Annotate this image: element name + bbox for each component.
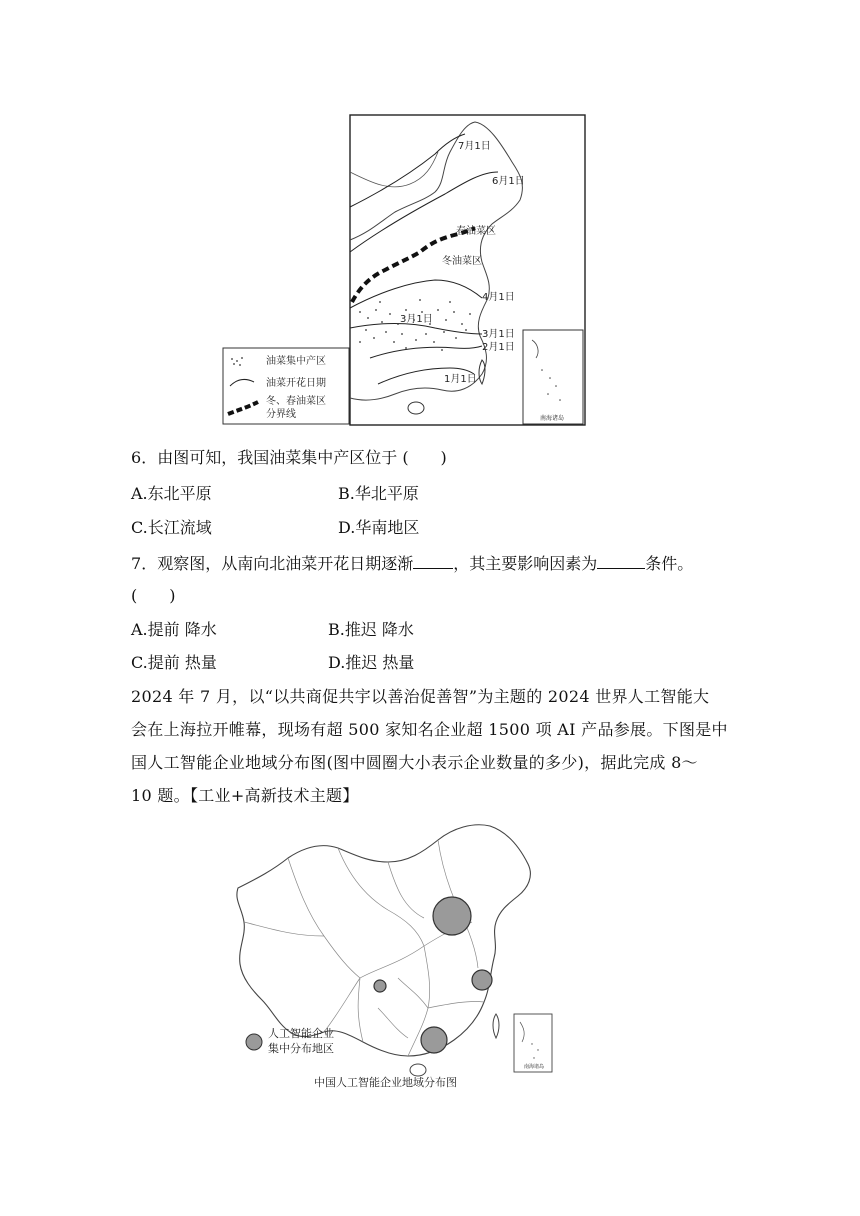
- rapeseed-flowering-map: [220, 112, 588, 428]
- question-number: 7: [131, 554, 142, 573]
- label-apr-1: 4月1日: [482, 292, 515, 303]
- question-stem-1: 观察图，从南向北油菜开花日期逐渐: [157, 554, 414, 573]
- legend-label-2: 集中分布地区: [268, 1042, 334, 1055]
- passage: [131, 680, 731, 812]
- label-mar-1-a: 3月1日: [400, 314, 433, 325]
- ai-enterprise-distribution-map: [228, 818, 558, 1094]
- question-stem: 由图可知，我国油菜集中产区位于: [157, 448, 398, 467]
- guangdong-circle: [421, 1027, 447, 1053]
- option-d[interactable]: D.推迟 热量: [328, 653, 415, 672]
- legend-area-label: 油菜集中产区: [266, 356, 326, 367]
- passage-line: 2024 年 7 月，以“以共商促共宇以善治促善智”为主题的 2024 世界人工智能大: [131, 687, 710, 706]
- option-b[interactable]: B.推迟 降水: [328, 620, 414, 639]
- question-6: 6．由图可知，我国油菜集中产区位于 ( ): [131, 448, 447, 467]
- label-jan-1: 1月1日: [444, 374, 477, 385]
- inset-label: 南海诸岛: [540, 415, 565, 422]
- label-spring-zone: 春油菜区: [456, 226, 496, 237]
- label-jun-1: 6月1日: [492, 176, 525, 187]
- option-a[interactable]: A.提前 降水: [131, 620, 217, 639]
- legend-circle-symbol: [246, 1034, 262, 1050]
- blank-1[interactable]: [413, 552, 453, 569]
- beijing-circle: [433, 897, 471, 935]
- answer-paren: ( ): [402, 448, 447, 467]
- label-feb-1: 2月1日: [482, 342, 515, 353]
- label-mar-1-b: 3月1日: [482, 329, 515, 340]
- question-stem-3: 条件。: [645, 554, 694, 573]
- question-number: 6: [131, 448, 142, 467]
- legend-boundary-label-1: 冬、春油菜区: [266, 396, 326, 407]
- passage-line: 国人工智能企业地域分布图(图中圆圈大小表示企业数量的多少)，据此完成 8～: [131, 753, 698, 772]
- shanghai-circle: [472, 970, 492, 990]
- option-c[interactable]: C.长江流域: [131, 518, 212, 537]
- passage-line: 会在上海拉开帷幕，现场有超 500 家知名企业超 1500 项 AI 产品参展。下图是中: [131, 720, 728, 739]
- option-b[interactable]: B.华北平原: [338, 484, 419, 503]
- passage-line: 10 题。【工业+高新技术主题】: [131, 786, 359, 805]
- question-7: 7．观察图，从南向北油菜开花日期逐渐 ，其主要影响因素为 条件。: [131, 554, 694, 573]
- answer-paren: ( ): [131, 586, 176, 605]
- legend-isoline-label: 油菜开花日期: [266, 378, 326, 389]
- label-jul-1: 7月1日: [458, 141, 491, 152]
- blank-2[interactable]: [597, 552, 645, 569]
- legend-label-1: 人工智能企业: [268, 1027, 334, 1040]
- label-winter-zone: 冬油菜区: [442, 256, 482, 267]
- chengdu-circle: [374, 980, 386, 992]
- option-a[interactable]: A.东北平原: [131, 484, 212, 503]
- legend-boundary-label-2: 分界线: [266, 409, 296, 420]
- question-stem-2: ，其主要影响因素为: [453, 554, 598, 573]
- map-caption: 中国人工智能企业地域分布图: [314, 1076, 457, 1089]
- option-d[interactable]: D.华南地区: [338, 518, 420, 537]
- option-c[interactable]: C.提前 热量: [131, 653, 217, 672]
- inset-label: 南海诸岛: [524, 1064, 545, 1070]
